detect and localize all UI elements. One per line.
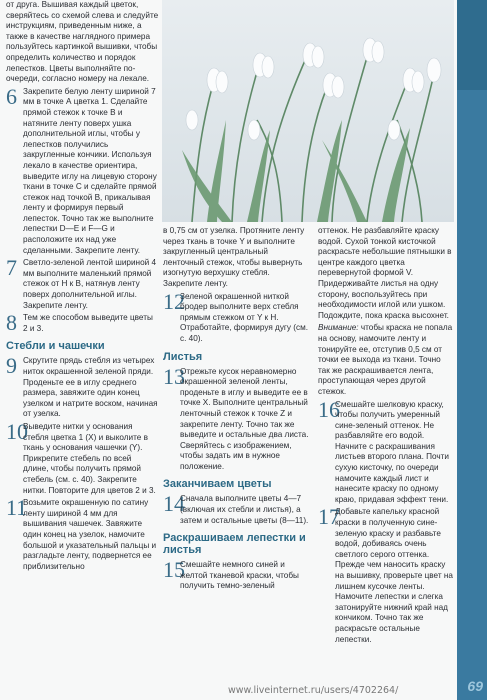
snowdrop-embroidery-photo: [162, 0, 454, 222]
step-number: 14: [163, 491, 185, 517]
step-7: [6, 255, 159, 311]
step-text: Смешайте шелковую краску, чтобы получить умеренный сине-зеленый оттенок. Не разбавляйте его водой. Начните с раскрашивания листьев второго плана. Почти сухую кисточку, по очереди намочите каждый лист и нанесите краску по одному краю, придавая эффект тени.: [335, 399, 449, 504]
attention-label: Внимание:: [318, 323, 359, 333]
step-text: Зеленой окрашенной ниткой бродер выполните верх стебля прямым стежком от Y к H. Отработайте, формируя дугу (см. с. 40).: [180, 291, 309, 343]
step-text: Скрутите прядь стебля из четырех ниток окрашенной зеленой пряди. Проденьте ее в иглу среднего размера, завяжите один конец узелком и натрите воском, начиная от узелка.: [23, 356, 158, 419]
attention-note: [318, 323, 454, 397]
step-text: Закрепите белую ленту шириной 7 мм в точке А цветка 1. Сделайте прямой стежок к точке В и натяните ленту поверх ушка дополнительной иглы, чтобы у лепестков получились закругленные кончики. Используя лекало в качестве ориентира, выведите иглу на лицевую сторону ткани в точке С и сделайте прямой стежок над точкой В, прикалывая ленту и формируя первый лепесток. Точно так же выполните лепестки D—E и F—G и расположите их над уже сделанными. Закрепите ленту.: [23, 86, 157, 255]
right-column: [318, 226, 454, 647]
section-heading-stems: Стебли и чашечки: [6, 340, 105, 353]
step-11: [6, 495, 159, 572]
intro-paragraph: оттенок. Не разбавляйте краску водой. Сухой тонкой кисточкой раскрасьте небольшие пятнышки в центре каждого цветка перевернутой формой V. Придерживайте листья на одну сторону, воспользуйтесь при необходимости иглой или ушком. Подождите, пока краска высохнет.: [318, 226, 452, 320]
step-number: 12: [163, 288, 185, 314]
blue-sidebar: [457, 0, 487, 700]
step-8: [6, 310, 159, 336]
step-text: Отрежьте кусок неравномерно окрашенной зеленой ленты, проденьте в иглу и выведите ее в точке X. Выполните центральный ленточный стежок к точке Z и закрепите ленту. Точно так же выведите и остальные два листа. Сверяйтесь с изображением, чтобы задать им в нужное положение.: [180, 366, 309, 471]
step-text: Выведите нитки у основания стебля цветка 1 (Х) и выколите в ткань у основания чашечки (Y). Прикрепите стебель по всей длине, чтобы получить прямой стебель (см. с. 40). Закрепите нитки. Повторите для цветов 2 и 3.: [23, 421, 156, 495]
step-number: 7: [6, 255, 17, 281]
step-text: Добавьте капельку красной краски в полученную сине-зеленую краску и разбавьте водой, добиваясь очень светлого серого оттенка. Прежде чем наносить краску на вышивку, проверьте цвет на лишнем кусочке ленты. Намочите лепестки и слегка затонируйте нижний край над кончиком. Точно так же раскрасьте остальные лепестки.: [335, 507, 453, 644]
snowdrop-illustration: [162, 0, 454, 222]
section-heading-paint: Раскрашиваем лепестки и листья: [163, 532, 306, 557]
step-6: [6, 83, 159, 257]
step-9: [6, 353, 159, 420]
step-14: [163, 491, 311, 526]
step-16: [318, 396, 454, 506]
step-text: Светло-зеленой лентой шириной 4 мм выполните маленький прямой стежок от Н к В, натянув ленту поверх дополнительной иглы. Закрепите ленту.: [23, 258, 157, 310]
step-text: Тем же способом выведите цветы 2 и 3.: [23, 313, 153, 333]
step-15: [163, 557, 311, 592]
step-number: 17: [318, 504, 340, 530]
step-number: 9: [6, 353, 17, 379]
step-text: Возьмите окрашенную по сатину ленту шириной 4 мм для вышивания чашечек. Завяжите один конец на узелок, намочите большой и указательный пальцы и разгладьте ленту, подвернется ее приблизительно: [23, 498, 157, 571]
step-10: [6, 418, 159, 496]
step-number: 8: [6, 310, 17, 336]
middle-column: [163, 226, 311, 594]
step-number: 16: [318, 396, 340, 422]
step-text: Смешайте немного синей и желтой тканевой краски, чтобы получить темно-зеленый: [180, 560, 299, 591]
step-number: 11: [6, 495, 28, 521]
step-17: [318, 504, 454, 645]
step-12: [163, 288, 311, 345]
intro-paragraph: в 0,75 см от узелка. Протяните ленту через ткань в точке Y и выполните закругленный центральный ленточный стежок, чтобы вывернуть изогнутую верхушку стебля. Закрепите ленту.: [163, 226, 305, 288]
intro-paragraph: от друга. Вышивая каждый цветок, сверяйтесь со схемой слева и следуйте инструкциям, приведенным ниже, а также в качестве наглядного примера пользуйтесь картинкой вышивки, чтобы определить количество и порядок лепестков. Цветы выполняйте по-очереди, согласно номеру на лекале.: [6, 0, 159, 84]
step-number: 6: [6, 83, 17, 109]
step-number: 10: [6, 418, 28, 444]
footer-url: www.liveinternet.ru/users/4702264/: [228, 685, 399, 696]
step-13: [163, 363, 311, 473]
sidebar-stripe: [457, 90, 487, 700]
attention-text: чтобы краска не попала на основу, намочите ленту и тонируйте ее, отступив 0,5 см от точки ее выхода из ткани. Точно так же раскрашивается лента, проступающая через другой стежок.: [318, 323, 453, 396]
step-text: Сначала выполните цветы 4—7 (включая их стебли и листья), а затем и остальные цветы (8—11).: [180, 494, 309, 525]
section-heading-leaves: Листья: [163, 350, 203, 363]
page-number: 69: [467, 678, 483, 694]
section-heading-finish: Заканчиваем цветы: [163, 478, 272, 491]
left-column: [6, 0, 159, 574]
step-number: 15: [163, 557, 185, 583]
step-number: 13: [163, 363, 185, 389]
